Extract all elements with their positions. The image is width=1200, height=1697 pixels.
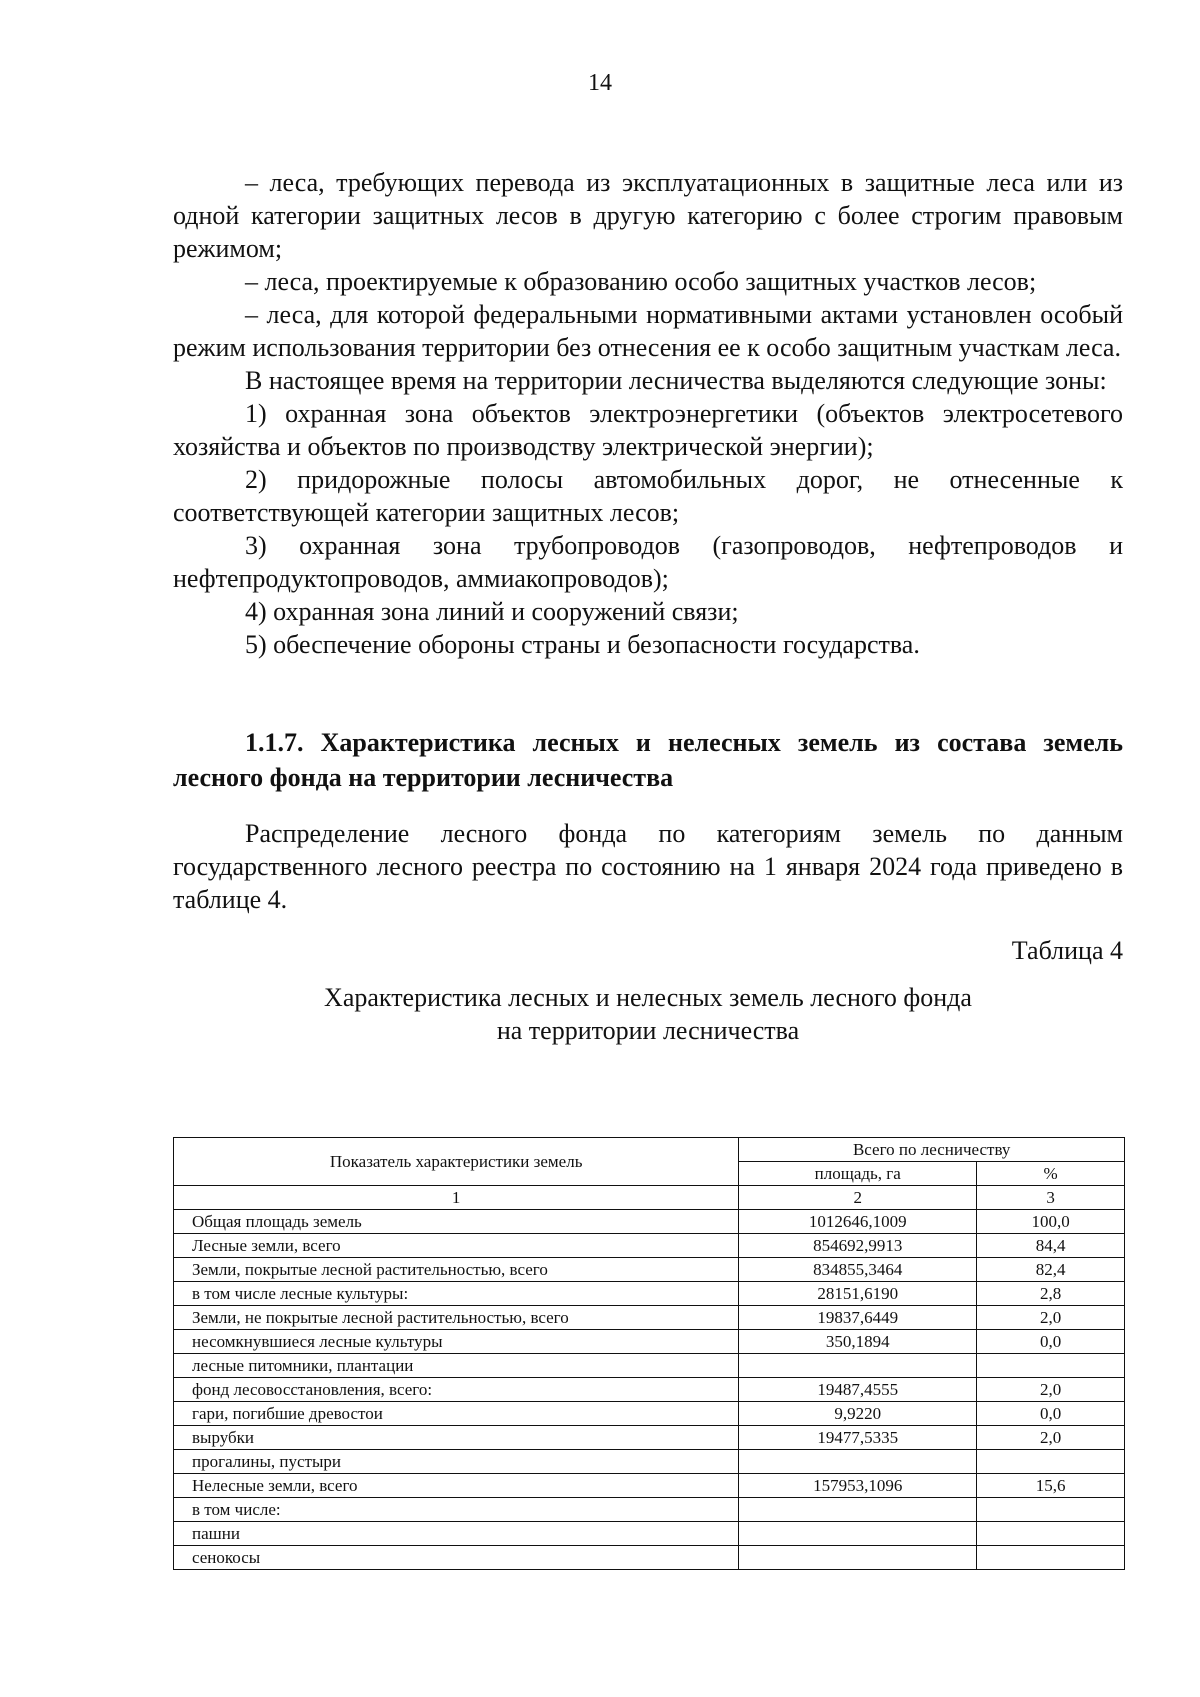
percent-cell: 82,4 bbox=[977, 1258, 1125, 1282]
table-row bbox=[174, 1234, 1125, 1258]
area-cell: 19837,6449 bbox=[739, 1306, 977, 1330]
table-row bbox=[174, 1498, 1125, 1522]
paragraph: – леса, проектируемые к образованию особо защитных участков лесов; bbox=[245, 267, 1037, 296]
table-row bbox=[174, 1546, 1125, 1570]
column-number: 1 bbox=[174, 1186, 739, 1210]
area-cell: 9,9220 bbox=[739, 1402, 977, 1426]
percent-cell: 100,0 bbox=[977, 1210, 1125, 1234]
percent-cell bbox=[977, 1546, 1125, 1570]
table-title-line: на территории лесничества bbox=[496, 1016, 800, 1045]
indicator-cell: Лесные земли, всего bbox=[174, 1234, 739, 1258]
header-area: площадь, га bbox=[739, 1162, 977, 1186]
table-row bbox=[174, 1474, 1125, 1498]
list-item: 3) охранная зона трубопроводов (газопроводов, нефтепроводов и нефтепродуктопроводов, аммиакопроводов); bbox=[173, 531, 1123, 593]
document-body bbox=[173, 166, 1123, 1047]
column-number: 2 bbox=[739, 1186, 977, 1210]
table-row bbox=[174, 1306, 1125, 1330]
table-row bbox=[174, 1402, 1125, 1426]
list-item: 4) охранная зона линий и сооружений связи; bbox=[245, 597, 739, 626]
table-title bbox=[173, 981, 1123, 1047]
section-heading: 1.1.7. Характеристика лесных и нелесных земель из состава земель лесного фонда на территории лесничества bbox=[173, 728, 1123, 792]
area-cell bbox=[739, 1498, 977, 1522]
percent-cell: 0,0 bbox=[977, 1330, 1125, 1354]
indicator-cell: сенокосы bbox=[174, 1546, 739, 1570]
area-cell: 28151,6190 bbox=[739, 1282, 977, 1306]
indicator-cell: лесные питомники, плантации bbox=[174, 1354, 739, 1378]
list-item: 2) придорожные полосы автомобильных дорог, не отнесенные к соответствующей категории защитных лесов; bbox=[173, 465, 1123, 527]
page-number: 14 bbox=[588, 70, 612, 96]
header-total: Всего по лесничеству bbox=[739, 1138, 1125, 1162]
area-cell bbox=[739, 1450, 977, 1474]
table-title-line: Характеристика лесных и нелесных земель лесного фонда bbox=[324, 983, 972, 1012]
paragraph: В настоящее время на территории лесничества выделяются следующие зоны: bbox=[245, 366, 1107, 395]
indicator-cell: вырубки bbox=[174, 1426, 739, 1450]
percent-cell: 84,4 bbox=[977, 1234, 1125, 1258]
indicator-cell: в том числе: bbox=[174, 1498, 739, 1522]
area-cell: 19487,4555 bbox=[739, 1378, 977, 1402]
indicator-cell: Земли, покрытые лесной растительностью, всего bbox=[174, 1258, 739, 1282]
percent-cell bbox=[977, 1450, 1125, 1474]
percent-cell: 2,0 bbox=[977, 1378, 1125, 1402]
percent-cell: 2,0 bbox=[977, 1426, 1125, 1450]
percent-cell bbox=[977, 1498, 1125, 1522]
percent-cell: 2,0 bbox=[977, 1306, 1125, 1330]
paragraph: – леса, для которой федеральными нормативными актами установлен особый режим использования территории без отнесения ее к особо защитным участкам леса. bbox=[173, 300, 1123, 362]
paragraph: – леса, требующих перевода из эксплуатационных в защитные леса или из одной категории защитных лесов в другую категорию с более строгим правовым режимом; bbox=[173, 168, 1123, 263]
area-cell bbox=[739, 1546, 977, 1570]
area-cell: 1012646,1009 bbox=[739, 1210, 977, 1234]
table-row bbox=[174, 1210, 1125, 1234]
indicator-cell: пашни bbox=[174, 1522, 739, 1546]
table-row bbox=[174, 1258, 1125, 1282]
list-item: 1) охранная зона объектов электроэнергетики (объектов электросетевого хозяйства и объектов по производству электрической энергии); bbox=[173, 399, 1123, 461]
header-percent: % bbox=[977, 1162, 1125, 1186]
area-cell: 350,1894 bbox=[739, 1330, 977, 1354]
percent-cell: 15,6 bbox=[977, 1474, 1125, 1498]
table-row bbox=[174, 1282, 1125, 1306]
table-row bbox=[174, 1522, 1125, 1546]
table-row bbox=[174, 1426, 1125, 1450]
table-body bbox=[174, 1210, 1125, 1570]
indicator-cell: несомкнувшиеся лесные культуры bbox=[174, 1330, 739, 1354]
intro-paragraph: Распределение лесного фонда по категориям земель по данным государственного лесного реестра по состоянию на 1 января 2024 года приведено в таблице 4. bbox=[173, 819, 1123, 914]
indicator-cell: Общая площадь земель bbox=[174, 1210, 739, 1234]
area-cell bbox=[739, 1522, 977, 1546]
percent-cell: 2,8 bbox=[977, 1282, 1125, 1306]
table-row bbox=[174, 1450, 1125, 1474]
table-row bbox=[174, 1354, 1125, 1378]
indicator-cell: Земли, не покрытые лесной растительностью, всего bbox=[174, 1306, 739, 1330]
area-cell: 157953,1096 bbox=[739, 1474, 977, 1498]
percent-cell bbox=[977, 1354, 1125, 1378]
percent-cell bbox=[977, 1522, 1125, 1546]
area-cell: 854692,9913 bbox=[739, 1234, 977, 1258]
percent-cell: 0,0 bbox=[977, 1402, 1125, 1426]
column-number: 3 bbox=[977, 1186, 1125, 1210]
header-indicator: Показатель характеристики земель bbox=[174, 1138, 739, 1186]
indicator-cell: в том числе лесные культуры: bbox=[174, 1282, 739, 1306]
land-characteristics-table bbox=[173, 1137, 1125, 1570]
area-cell: 19477,5335 bbox=[739, 1426, 977, 1450]
table-row bbox=[174, 1330, 1125, 1354]
table-row bbox=[174, 1378, 1125, 1402]
indicator-cell: прогалины, пустыри bbox=[174, 1450, 739, 1474]
area-cell: 834855,3464 bbox=[739, 1258, 977, 1282]
indicator-cell: Нелесные земли, всего bbox=[174, 1474, 739, 1498]
table-label: Таблица 4 bbox=[1011, 936, 1123, 965]
area-cell bbox=[739, 1354, 977, 1378]
list-item: 5) обеспечение обороны страны и безопасности государства. bbox=[245, 630, 920, 659]
indicator-cell: гари, погибшие древостои bbox=[174, 1402, 739, 1426]
indicator-cell: фонд лесовосстановления, всего: bbox=[174, 1378, 739, 1402]
